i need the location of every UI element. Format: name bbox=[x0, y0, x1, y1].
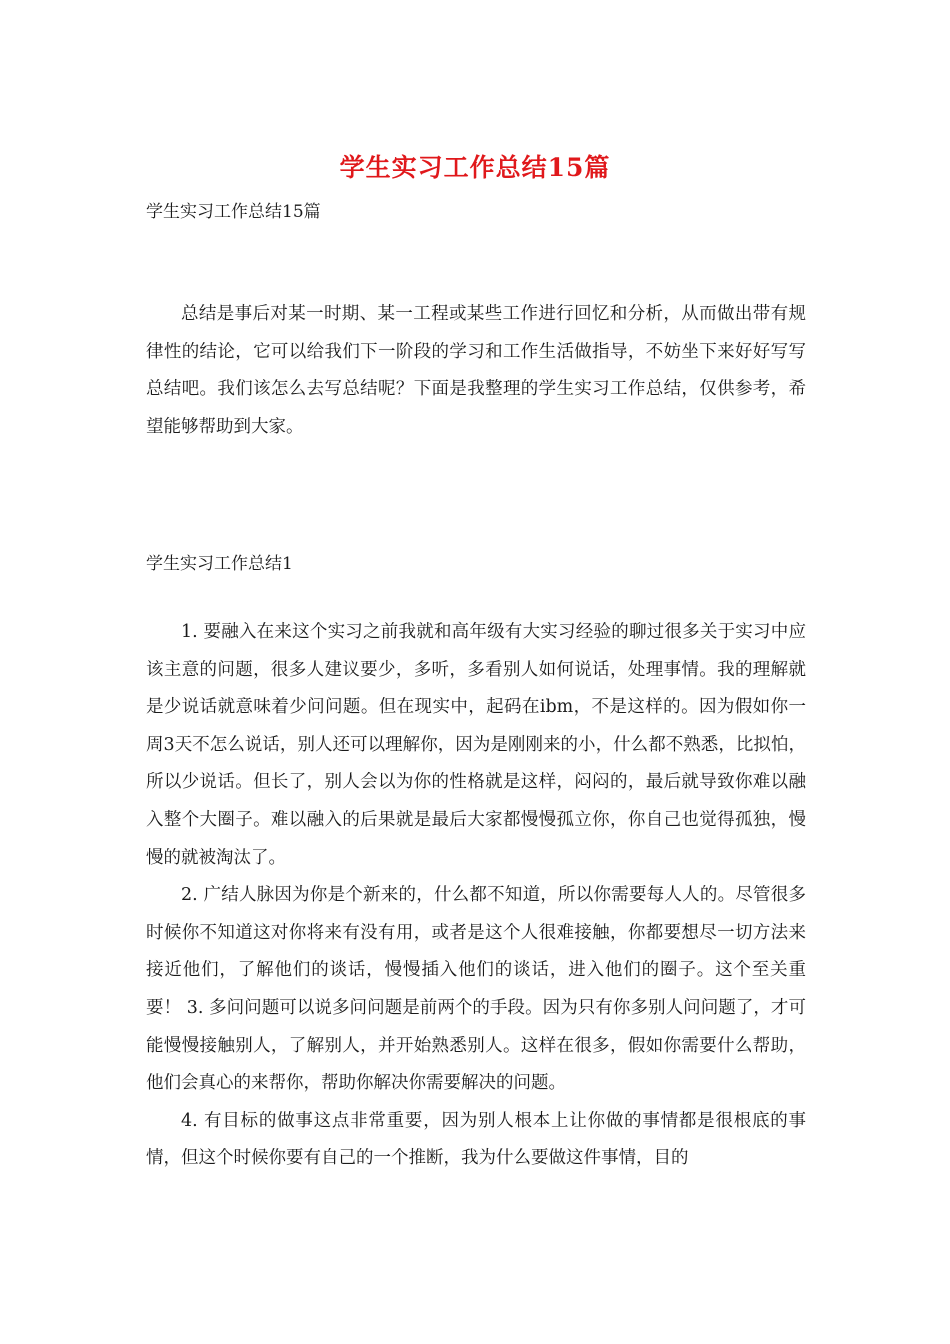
section-body bbox=[146, 614, 806, 1178]
body-paragraph-2: 2. 广结人脉因为你是个新来的，什么都不知道，所以你需要每人人的。尽管很多时候你不知道这对你将来有没有用，或者是这个人很难接触，你都要想尽一切方法来接近他们，了解他们的谈话，慢慢插入他们的谈话，进入他们的圈子。这个至关重要！ 3. 多问问题可以说多问问题是前两个的手段。因为只有你多别人问问题了，才可能慢慢接触别人，了解别人，并开始熟悉别人。这样在很多，假如你需要什么帮助，他们会真心的来帮你，帮助你解决你需要解决的问题。 bbox=[146, 885, 806, 1094]
intro-block bbox=[146, 296, 806, 446]
document-subtitle: 学生实习工作总结15篇 bbox=[146, 202, 321, 222]
document-title: 学生实习工作总结15篇 bbox=[339, 153, 611, 182]
body-paragraph-1: 1. 要融入在来这个实习之前我就和高年级有大实习经验的聊过很多关于实习中应该主意的问题，很多人建议要少，多听，多看别人如何说话，处理事情。我的理解就是少说话就意味着少问问题。但在现实中，起码在ibm，不是这样的。因为假如你一周3天不怎么说话，别人还可以理解你，因为是刚刚来的小，什么都不熟悉，比拟怕，所以少说话。但长了，别人会以为你的性格就是这样，闷闷的，最后就导致你难以融入整个大圈子。难以融入的后果就是最后大家都慢慢孤立你，你自己也觉得孤独，慢慢的就被淘汰了。 bbox=[146, 622, 806, 868]
intro-paragraph: 总结是事后对某一时期、某一工程或某些工作进行回忆和分析，从而做出带有规律性的结论，它可以给我们下一阶段的学习和工作生活做指导，不妨坐下来好好写写总结吧。我们该怎么去写总结呢？下面是我整理的学生实习工作总结，仅供参考，希望能够帮助到大家。 bbox=[146, 304, 806, 437]
body-paragraph-3: 4. 有目标的做事这点非常重要，因为别人根本上让你做的事情都是很根底的事情，但这个时候你要有自己的一个推断，我为什么要做这件事情，目的 bbox=[146, 1110, 806, 1169]
section-heading: 学生实习工作总结1 bbox=[146, 554, 293, 574]
